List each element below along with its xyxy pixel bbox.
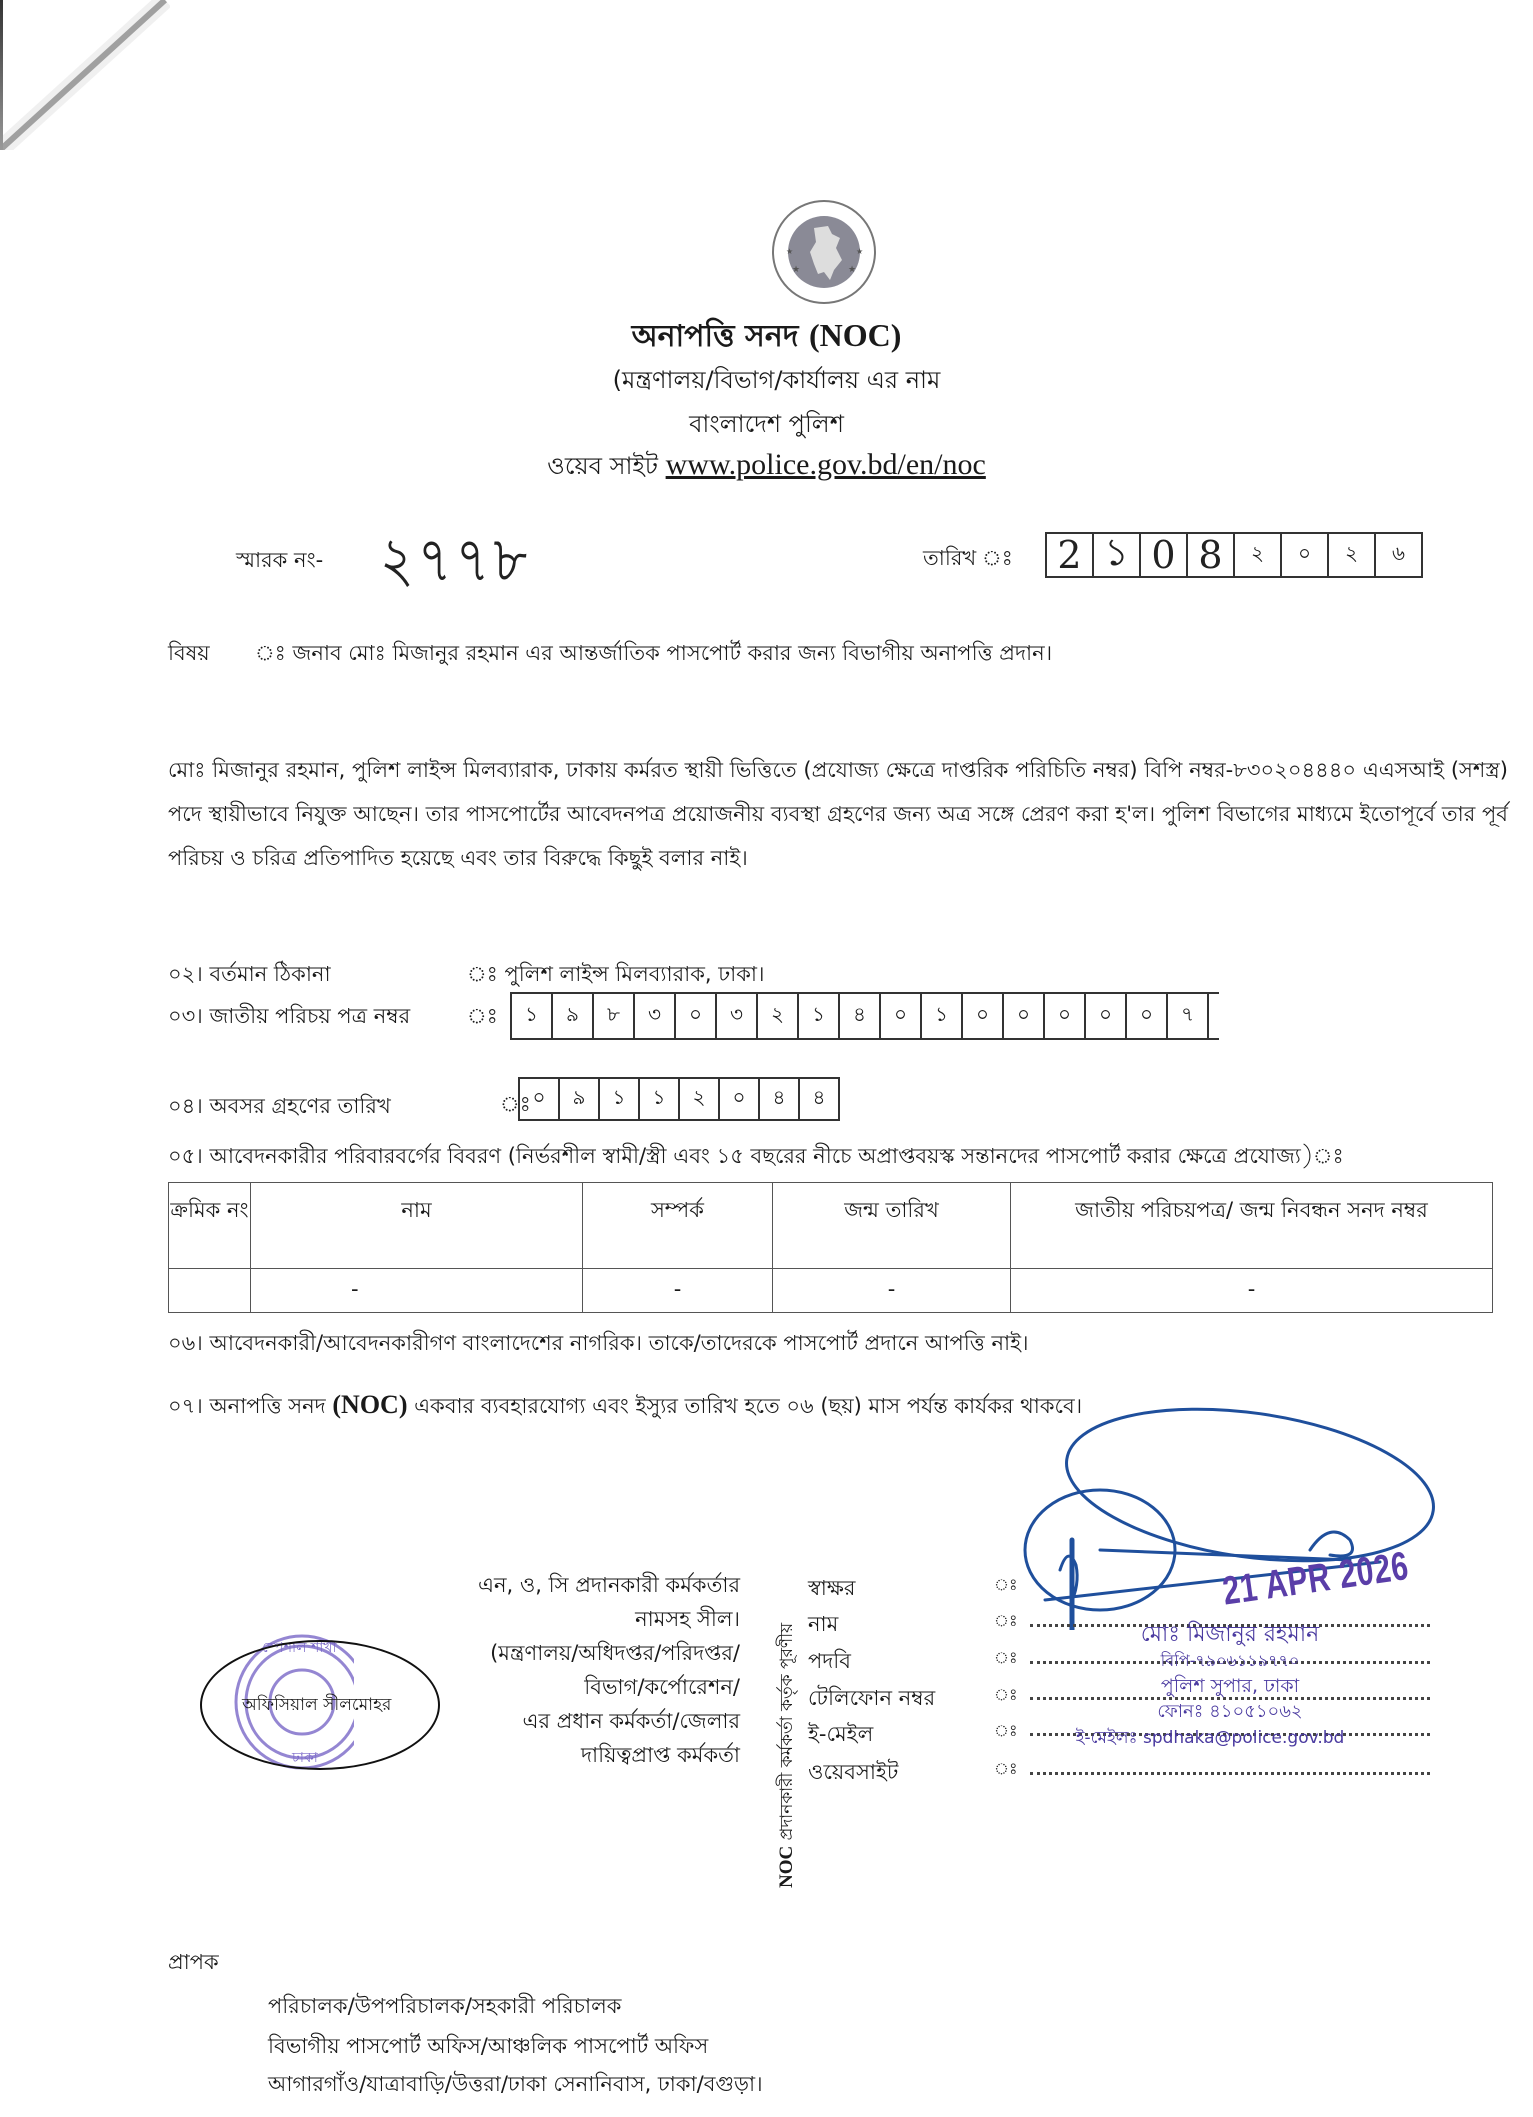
digit-box: ০ (1004, 994, 1045, 1038)
digit-box: ৪ (840, 994, 881, 1038)
subject-label: বিষয় (168, 641, 210, 665)
digit-box: ৮ (594, 994, 635, 1038)
vertical-note-text: প্রদানকারী কর্মকর্তা কর্তৃক পূরণীয় (777, 1622, 797, 1841)
website-line (0, 448, 1533, 488)
digit-box: ১ (512, 994, 553, 1038)
digit-box: ১ (922, 994, 963, 1038)
document-title (0, 312, 1533, 363)
svg-text:★: ★ (792, 265, 801, 275)
cell-id-number: - (1011, 1269, 1493, 1313)
retirement-date-boxes (518, 1077, 840, 1121)
nid-boxes (510, 992, 1219, 1040)
recipient-line: আগারগাঁও/যাত্রাবাড়ি/উত্তরা/ঢাকা সেনানিবাস, ঢাকা/বগুড়া। (268, 2072, 763, 2096)
retirement-colon: ঃ (500, 1092, 531, 1116)
scan-edge (0, 0, 3, 150)
digit-box: ০ (1045, 994, 1086, 1038)
organization-name: বাংলাদেশ পুলিশ (689, 410, 844, 438)
cell-name: - (251, 1269, 583, 1313)
field-colon: ঃ (994, 1685, 1018, 1704)
digit-box: ০ (1127, 994, 1168, 1038)
col-name: নাম (251, 1183, 583, 1269)
vertical-note (774, 1623, 802, 1888)
website-link[interactable]: www.police.gov.bd/en/noc (665, 448, 986, 481)
field-phone-label: টেলিফোন নম্বর (808, 1686, 936, 1710)
stamp-email: ই-মেইলঃ spdhaka@police.gov.bd (1075, 1728, 1345, 1748)
issuer-line: এন, ও, সি প্রদানকারী কর্মকর্তার (477, 1573, 740, 1597)
date-digit: ২ (1329, 534, 1376, 576)
date-digit: ২ (1235, 534, 1282, 576)
field-signature-label: স্বাক্ষর (808, 1576, 856, 1600)
col-birth-date: জন্ম তারিখ (773, 1183, 1011, 1269)
address-value: ঃ পুলিশ লাইন্স মিলব্যারাক, ঢাকা। (467, 962, 765, 986)
digit-box: ১ (799, 994, 840, 1038)
table-row (169, 1269, 1493, 1313)
table-header-row (169, 1183, 1493, 1269)
stamp-rank: পুলিশ সুপার, ঢাকা (1160, 1675, 1300, 1697)
digit-box: ২ (758, 994, 799, 1038)
digit-box: ০ (1086, 994, 1127, 1038)
issuer-line: (মন্ত্রণালয়/অধিদপ্তর/পরিদপ্তর/ (490, 1641, 740, 1665)
cell-serial (169, 1269, 251, 1313)
body-paragraph: মোঃ মিজানুর রহমান, পুলিশ লাইন্স মিলব্যারাক, ঢাকায় কর্মরত স্থায়ী ভিত্তিতে (প্রযোজ্য ক্ষেত্রে দাপ্তরিক পরিচিতি নম্বর) বিপি নম্বর-৮৩০২০৪৪৪০ এএসআই (সশস্ত্র) পদে স্থায়ীভাবে নিযুক্ত আছেন। তার পাসপোর্টের আবেদনপত্র প্রয়োজনীয় ব্যবস্থা গ্রহণের জন্য অত্র সঙ্গে প্রেরণ করা হ'ল। পুলিশ বিভাগের মাধ্যমে ইতোপূর্বে তার পূর্ব পরিচয় ও চরিত্র প্রতিপাদিত হয়েছে এবং তার বিরুদ্ধে কিছুই বলার নাই। (168, 758, 1508, 870)
address-label: ০২। বর্তমান ঠিকানা (168, 962, 331, 986)
nid-label: ০৩। জাতীয় পরিচয় পত্র নম্বর (168, 1004, 411, 1028)
digit-box: ৭ (1168, 994, 1209, 1038)
nid-colon: ঃ (467, 1004, 498, 1028)
svg-text:★: ★ (786, 247, 794, 256)
issuer-line: নামসহ সীল। (635, 1607, 740, 1631)
family-heading: ০৫। আবেদনকারীর পরিবারবর্গের বিবরণ (নির্ভরশীল স্বামী/স্ত্রী এবং ১৫ বছরের নীচে অপ্রাপ্তবয়স্ক সন্তানদের পাসপোর্ট করার ক্ষেত্রে প্রযোজ্য)ঃ (168, 1144, 1344, 1168)
recipient-line: পরিচালক/উপপরিচালক/সহকারী পরিচালক (268, 1994, 622, 2018)
recipient-line: বিভাগীয় পাসপোর্ট অফিস/আঞ্চলিক পাসপোর্ট অফিস (268, 2034, 709, 2058)
digit-box: ১ (640, 1079, 680, 1119)
ministry-line: (মন্ত্রণালয়/বিভাগ/কার্যালয় এর নাম (612, 366, 941, 394)
col-serial: ক্রমিক নং (169, 1183, 251, 1269)
field-website-label: ওয়েবসাইট (808, 1760, 899, 1784)
date-boxes (1045, 532, 1423, 578)
field-colon: ঃ (994, 1611, 1018, 1630)
official-seal-label: অফিসিয়াল সীলমোহর (242, 1695, 392, 1715)
date-digit: ৬ (1376, 534, 1423, 576)
digit-box: ৯ (553, 994, 594, 1038)
field-colon: ঃ (994, 1721, 1018, 1740)
title-text: অনাপত্তি সনদ (631, 319, 799, 354)
digit-box: ৯ (560, 1079, 600, 1119)
family-table (168, 1182, 1493, 1313)
issuer-line: বিভাগ/কর্পোরেশন/ (584, 1675, 740, 1699)
digit-box: ০ (881, 994, 922, 1038)
field-colon: ঃ (994, 1575, 1018, 1594)
issuer-instructions (380, 1568, 740, 1772)
digit-box: ৪ (800, 1079, 840, 1119)
title-abbr: (NOC) (808, 317, 902, 353)
digit-box: ২ (680, 1079, 720, 1119)
validity-abbr: (NOC) (332, 1390, 408, 1419)
digit-box: ১ (600, 1079, 640, 1119)
seal-text-bottom: ঢাকা (292, 1750, 318, 1766)
field-website-dotted-line (1030, 1772, 1430, 1775)
field-email-label: ই-মেইল (808, 1722, 874, 1746)
subject-text: ঃ জনাব মোঃ মিজানুর রহমান এর আন্তর্জাতিক পাসপোর্ট করার জন্য বিভাগীয় অনাপত্তি প্রদান। (255, 641, 1053, 665)
government-emblem-icon (770, 198, 878, 306)
field-name-label: নাম (808, 1612, 839, 1636)
cell-birth-date: - (773, 1269, 1011, 1313)
col-id-number: জাতীয় পরিচয়পত্র/ জন্ম নিবন্ধন সনদ নম্বর (1011, 1183, 1493, 1269)
page-corner-fold (0, 0, 170, 150)
field-designation-label: পদবি (808, 1649, 851, 1673)
digit-box: ৪ (760, 1079, 800, 1119)
digit-box: ০ (963, 994, 1004, 1038)
stamp-phone: ফোনঃ ৪১০৫১০৬২ (1157, 1701, 1303, 1722)
digit-box: ০ (520, 1079, 560, 1119)
svg-text:★: ★ (848, 265, 857, 275)
recipient-label: প্রাপক (168, 1950, 219, 1974)
digit-box: ৩ (635, 994, 676, 1038)
memo-number-handwritten: ২৭৭৮ (380, 524, 532, 597)
field-colon: ঃ (994, 1648, 1018, 1667)
retirement-date-label: ০৪। অবসর গ্রহণের তারিখ (168, 1094, 391, 1118)
validity-prefix: ০৭। অনাপত্তি সনদ (168, 1394, 326, 1418)
date-digit: ১ (1094, 534, 1141, 576)
digit-box: ০ (676, 994, 717, 1038)
citizenship-statement: ০৬। আবেদনকারী/আবেদনকারীগণ বাংলাদেশের নাগরিক। তাকে/তাদেরকে পাসপোর্ট প্রদানে আপত্তি নাই। (168, 1331, 1029, 1355)
validity-suffix: একবার ব্যবহারযোগ্য এবং ইস্যুর তারিখ হতে ০৬ (ছয়) মাস পর্যন্ত কার্যকর থাকবে। (414, 1394, 1083, 1418)
validity-statement (168, 1390, 1082, 1425)
digit-box: ০ (720, 1079, 760, 1119)
cell-relation: - (583, 1269, 773, 1313)
memo-label: স্মারক নং- (236, 548, 324, 572)
date-stamp: 21 APR 2026 (1220, 1543, 1412, 1614)
website-label: ওয়েব সাইট (547, 452, 658, 480)
digit-box: ৩ (717, 994, 758, 1038)
col-relation: সম্পর্ক (583, 1183, 773, 1269)
issuer-line: এর প্রধান কর্মকর্তা/জেলার (522, 1709, 740, 1733)
date-digit: 8 (1188, 534, 1235, 576)
field-colon: ঃ (994, 1759, 1018, 1778)
issuer-line: দায়িত্বপ্রাপ্ত কর্মকর্তা (580, 1743, 740, 1767)
date-digit: ০ (1282, 534, 1329, 576)
date-digit: 0 (1141, 534, 1188, 576)
digit-box-trailing (1209, 994, 1219, 1038)
date-label: তারিখ ঃ (923, 546, 1013, 570)
date-digit: 2 (1047, 534, 1094, 576)
vertical-note-abbr: NOC (776, 1845, 797, 1888)
stamp-officer-name: মোঃ মিজানুর রহমান (1140, 1622, 1320, 1647)
seal-text-top: স্পেশাল শাখা (262, 1640, 337, 1656)
svg-text:★: ★ (856, 247, 864, 256)
stamp-bp-number: বিপি-৭৯০৬১১৯৭৭০ (1160, 1651, 1300, 1670)
